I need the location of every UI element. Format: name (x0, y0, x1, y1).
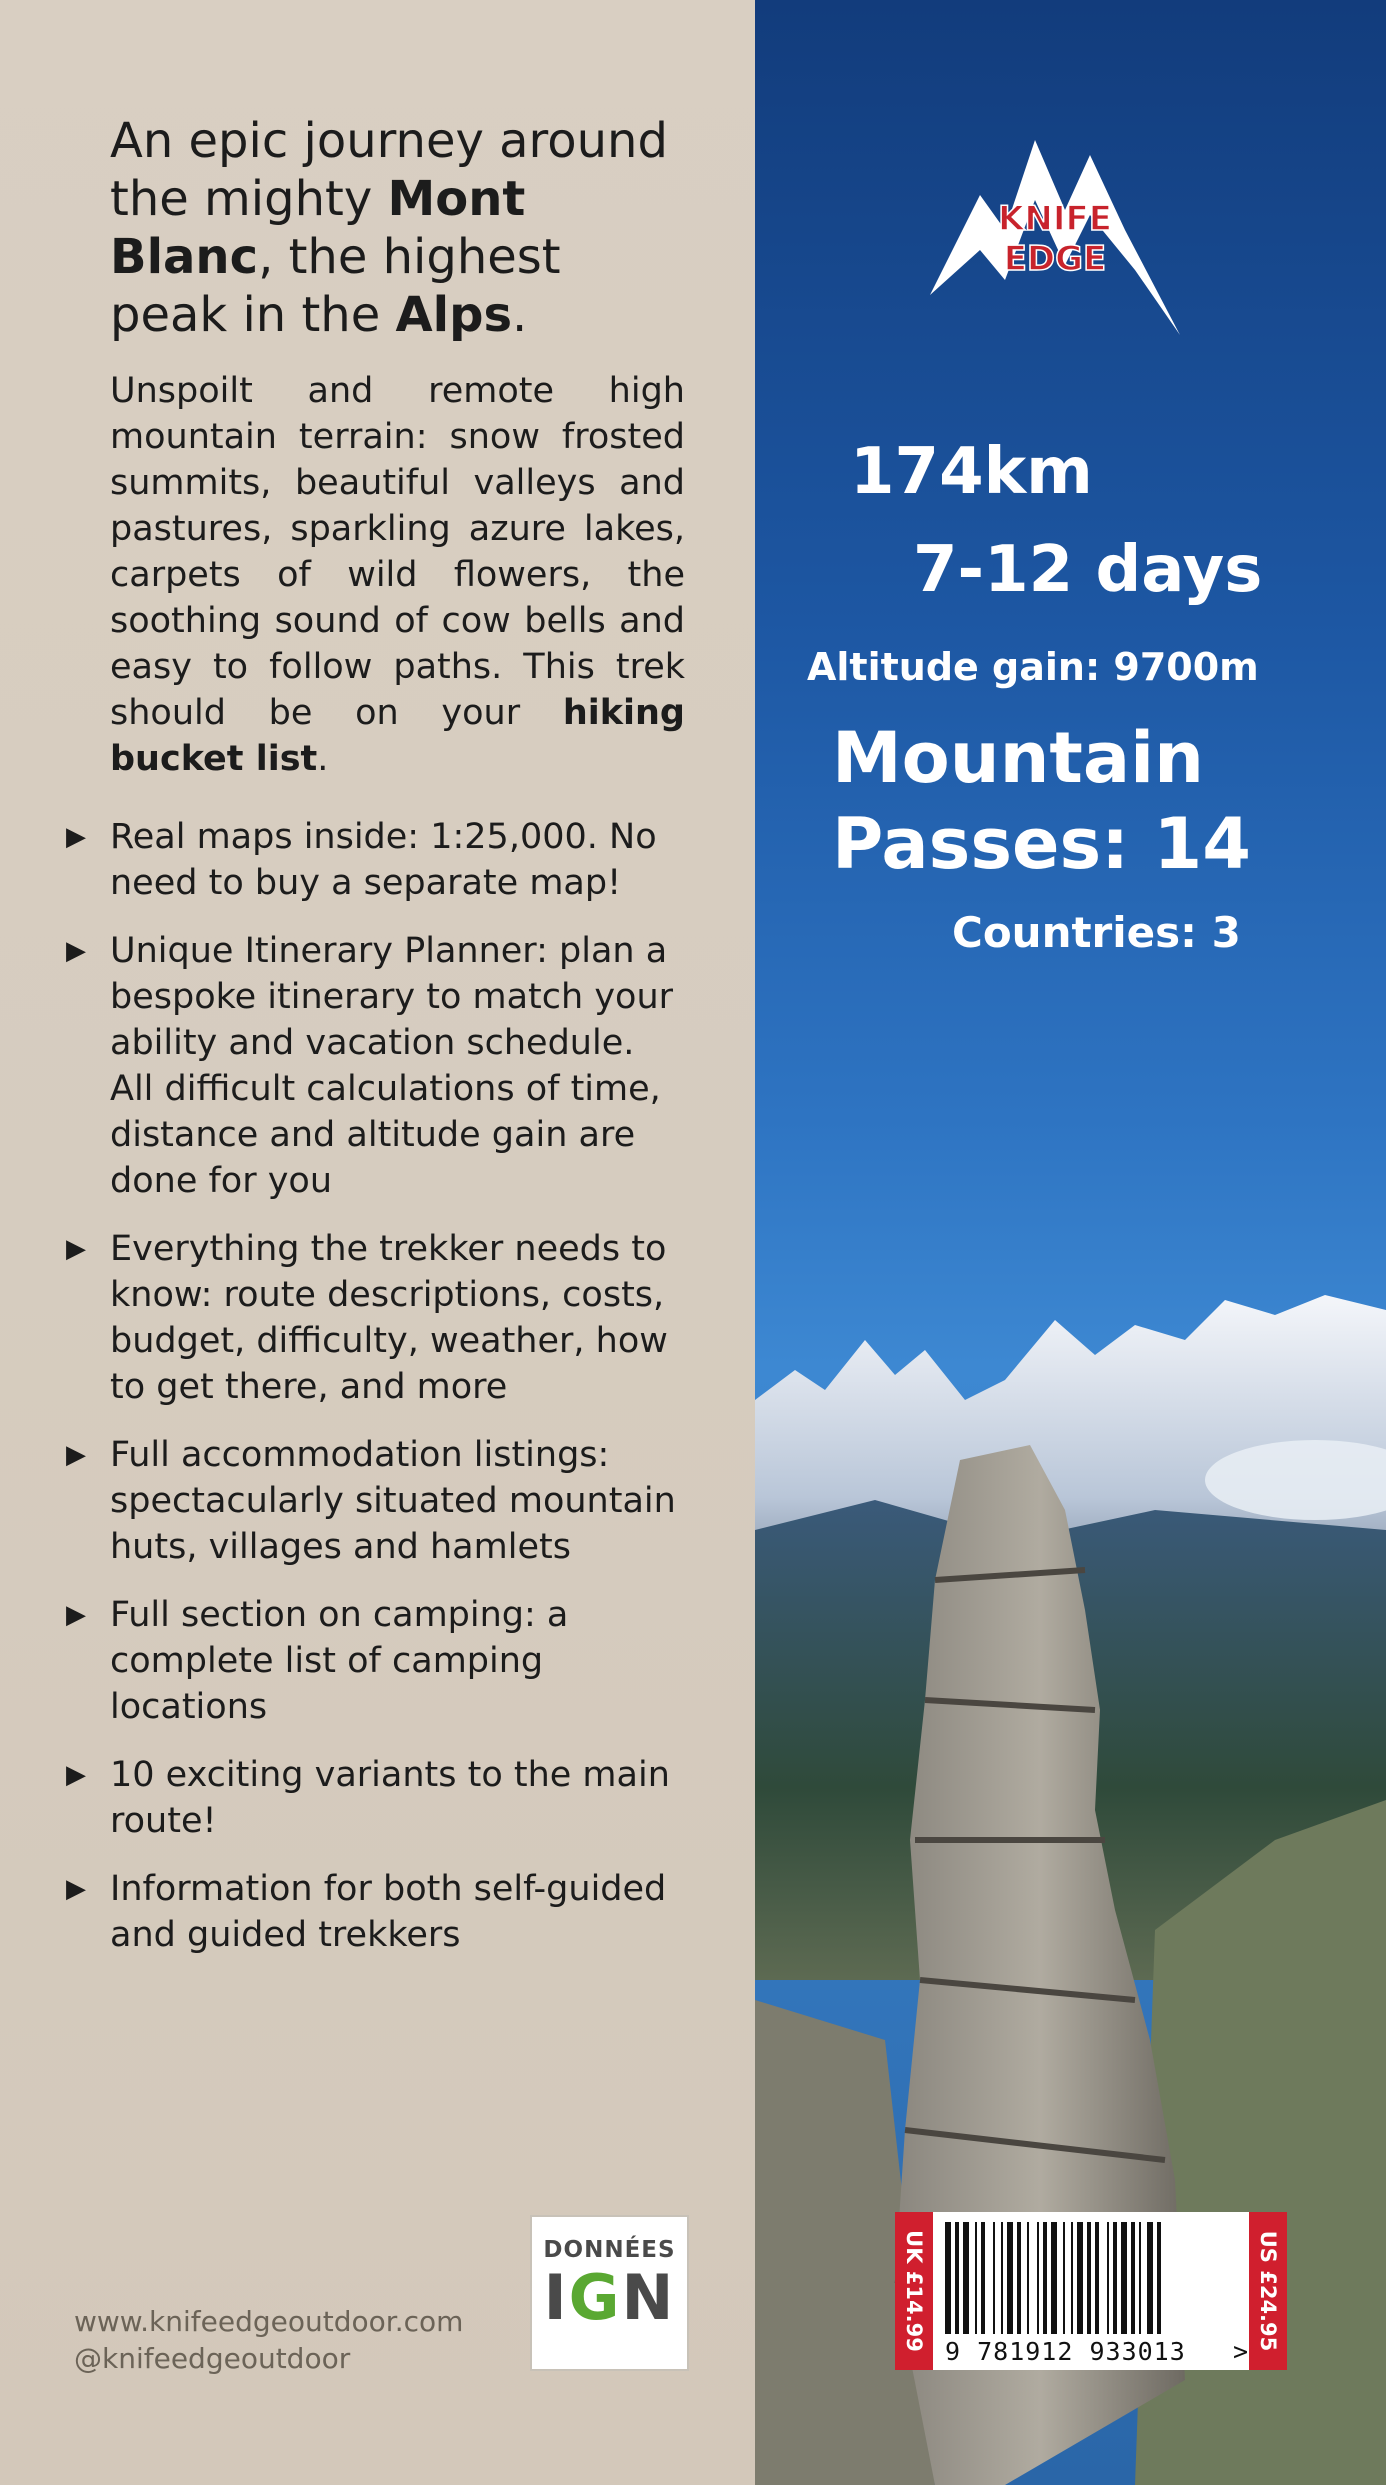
feature-item (66, 1592, 686, 1730)
feature-text: Unique Itinerary Planner: plan a bespoke itinerary to match your ability and vacation schedule. All difficult calculations of time, distance and altitude gain are done for you (110, 931, 674, 1201)
triangle-bullet-icon: ▶ (66, 822, 86, 852)
ign-data-badge (530, 2215, 689, 2371)
barcode-bar (1121, 2222, 1127, 2334)
barcode-bar (1071, 2222, 1073, 2334)
barcode-bar (1007, 2222, 1013, 2334)
price-uk-strip (895, 2212, 933, 2370)
barcode-bar (1087, 2222, 1091, 2334)
feature-item (66, 1866, 686, 1958)
intro-body-bold: hiking bucket list (110, 693, 685, 779)
ign-letter: G (568, 2261, 622, 2334)
feature-text: Real maps inside: 1:25,000. No need to buy a separate map! (110, 817, 657, 903)
stat-distance: 174km (850, 435, 1093, 509)
isbn-number: 9 781912 933013 (945, 2337, 1186, 2366)
intro-heading-mont-blanc: Mont Blanc (110, 171, 526, 285)
intro-body (110, 368, 685, 782)
social-handle: @knifeedgeoutdoor (74, 2342, 351, 2375)
feature-text: 10 exciting variants to the main route! (110, 1755, 670, 1841)
barcode-bar (1131, 2222, 1135, 2334)
barcode-bar (975, 2222, 977, 2334)
ign-label: DONNÉES (543, 2237, 676, 2263)
barcode-chevron: > (1233, 2337, 1249, 2366)
logo-text-edge: EDGE (1003, 239, 1107, 279)
barcode-bar (1037, 2222, 1039, 2334)
feature-text: Everything the trekker needs to know: route descriptions, costs, budget, difficulty, weather, how to get there, and more (110, 1229, 668, 1407)
stat-passes-label: Mountain (832, 717, 1204, 799)
feature-text: Information for both self-guided and guided trekkers (110, 1869, 667, 1955)
barcode-bar (1139, 2222, 1141, 2334)
knife-edge-logo-icon (925, 120, 1185, 345)
triangle-bullet-icon: ▶ (66, 1760, 86, 1790)
barcode-label (895, 2212, 1287, 2370)
stat-duration: 7-12 days (913, 533, 1263, 607)
barcode-bar (1027, 2222, 1029, 2334)
cover-photo-panel (755, 0, 1386, 2485)
feature-item (66, 1226, 686, 1410)
price-us-strip (1249, 2212, 1287, 2370)
barcode-bar (1157, 2222, 1161, 2334)
stat-altitude: Altitude gain: 9700m (807, 645, 1259, 689)
barcode-bar (1043, 2222, 1047, 2334)
barcode-bars (943, 2222, 1243, 2334)
barcode-bar (945, 2222, 951, 2334)
barcode-bar (1107, 2222, 1109, 2334)
price-uk: UK £14.99 (902, 2230, 926, 2352)
feature-item (66, 928, 686, 1204)
barcode-bar (1017, 2222, 1021, 2334)
barcode-bar (1077, 2222, 1083, 2334)
intro-heading-text: . (512, 287, 528, 343)
barcode-bar (1063, 2222, 1065, 2334)
triangle-bullet-icon: ▶ (66, 1234, 86, 1264)
barcode-bar (1001, 2222, 1003, 2334)
barcode-bar (1113, 2222, 1117, 2334)
barcode-bar (963, 2222, 969, 2334)
barcode-bar (981, 2222, 985, 2334)
stat-countries: Countries: 3 (952, 908, 1241, 957)
price-us: US £24.95 (1256, 2230, 1280, 2352)
barcode-bar (1095, 2222, 1099, 2334)
intro-heading-alps: Alps (395, 287, 513, 343)
feature-text: Full section on camping: a complete list of camping locations (110, 1595, 569, 1727)
feature-list (66, 814, 686, 1980)
barcode-bar (1051, 2222, 1057, 2334)
ign-letter: I (543, 2261, 569, 2334)
intro-heading-text: An epic journey around the mighty (110, 113, 668, 227)
feature-item (66, 1752, 686, 1844)
triangle-bullet-icon: ▶ (66, 936, 86, 966)
intro-body-text: . (317, 739, 329, 779)
triangle-bullet-icon: ▶ (66, 1874, 86, 1904)
intro-body-text: Unspoilt and remote high mountain terrain: snow frosted summits, beautiful valleys and pastures, sparkling azure lakes, carpets of wild flowers, the soothing sound of cow bells and easy to follow paths. This trek should be on your (110, 371, 685, 733)
website-url: www.knifeedgeoutdoor.com (74, 2305, 464, 2338)
feature-item (66, 1432, 686, 1570)
barcode-bar (993, 2222, 995, 2334)
feature-item (66, 814, 686, 906)
barcode-bar (955, 2222, 959, 2334)
logo-text-knife: KNIFE (998, 199, 1112, 239)
ign-letter: N (621, 2261, 676, 2334)
triangle-bullet-icon: ▶ (66, 1600, 86, 1630)
feature-text: Full accommodation listings: spectacularly situated mountain huts, villages and hamlets (110, 1435, 676, 1567)
ign-logo (532, 2263, 687, 2333)
stat-passes-count: Passes: 14 (832, 803, 1251, 885)
intro-heading-text: , the highest peak in the (110, 229, 561, 343)
barcode-bar (1147, 2222, 1153, 2334)
triangle-bullet-icon: ▶ (66, 1440, 86, 1470)
intro-heading (110, 112, 685, 344)
